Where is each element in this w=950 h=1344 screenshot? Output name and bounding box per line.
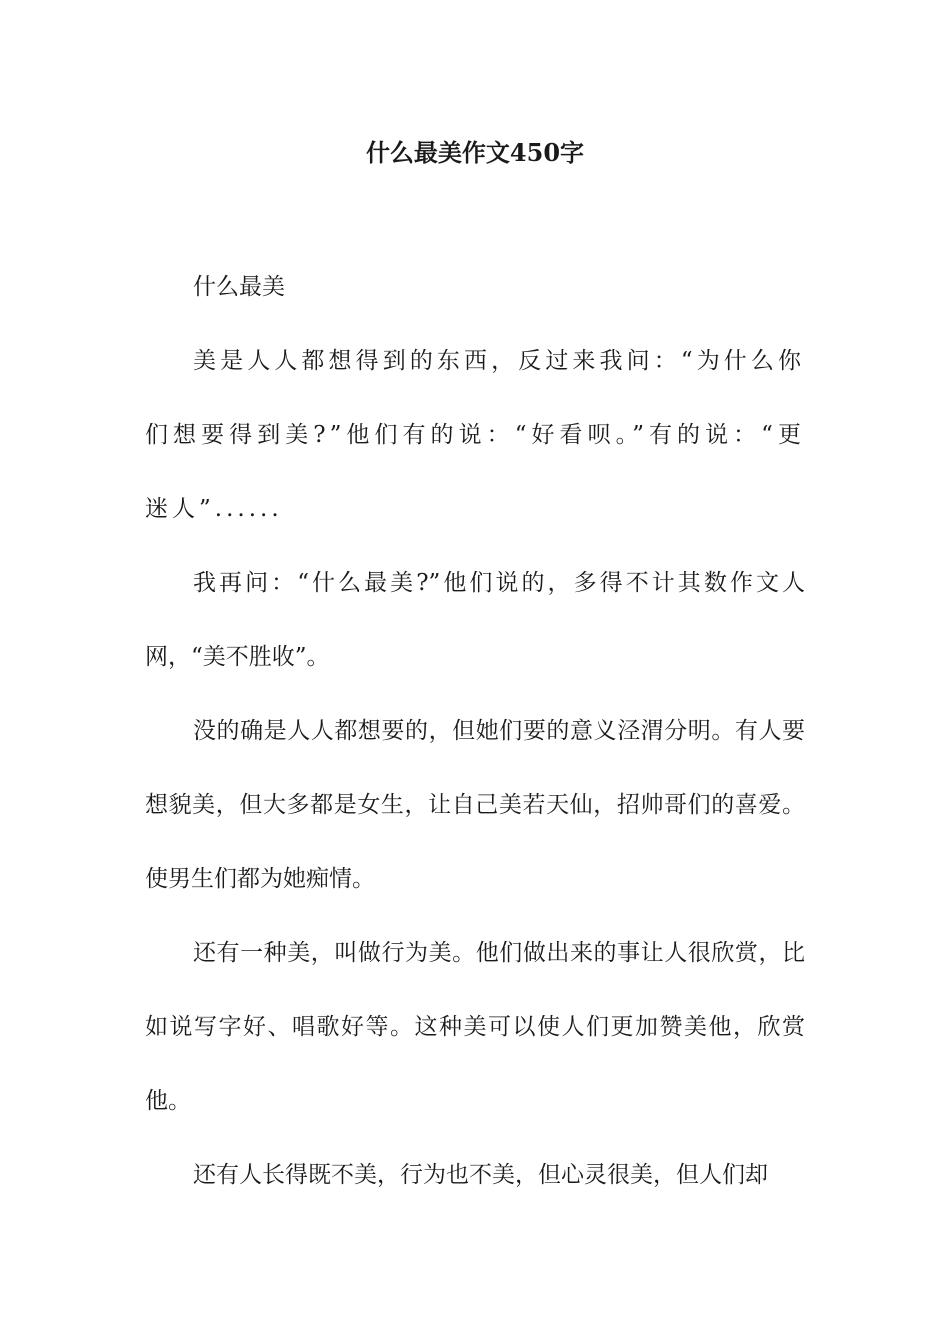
paragraph-2: 我再问：“什么最美?”他们说的，多得不计其数作文人网，“美不胜收”。 — [145, 570, 805, 670]
paragraph-4: 还有一种美，叫做行为美。他们做出来的事让人很欣赏，比如说写字好、唱歌好等。这种美可以使人们更加赞美他，欣赏他。 — [145, 940, 805, 1114]
paragraph-1: 美是人人都想得到的东西，反过来我问：“为什么你们想要得到美?”他们有的说：“好看呗。”有的说：“更迷人”...... — [145, 348, 805, 522]
document-title: 什么最美作文450字 — [365, 138, 585, 167]
paragraph-subtitle: 什么最美 — [193, 274, 285, 300]
document-body — [145, 250, 805, 1212]
paragraph-3: 没的确是人人都想要的，但她们要的意义泾渭分明。有人要想貌美，但大多都是女生，让自己美若天仙，招帅哥们的喜爱。使男生们都为她痴情。 — [145, 718, 805, 892]
paragraph-5: 还有人长得既不美，行为也不美，但心灵很美，但人们却 — [193, 1162, 768, 1188]
